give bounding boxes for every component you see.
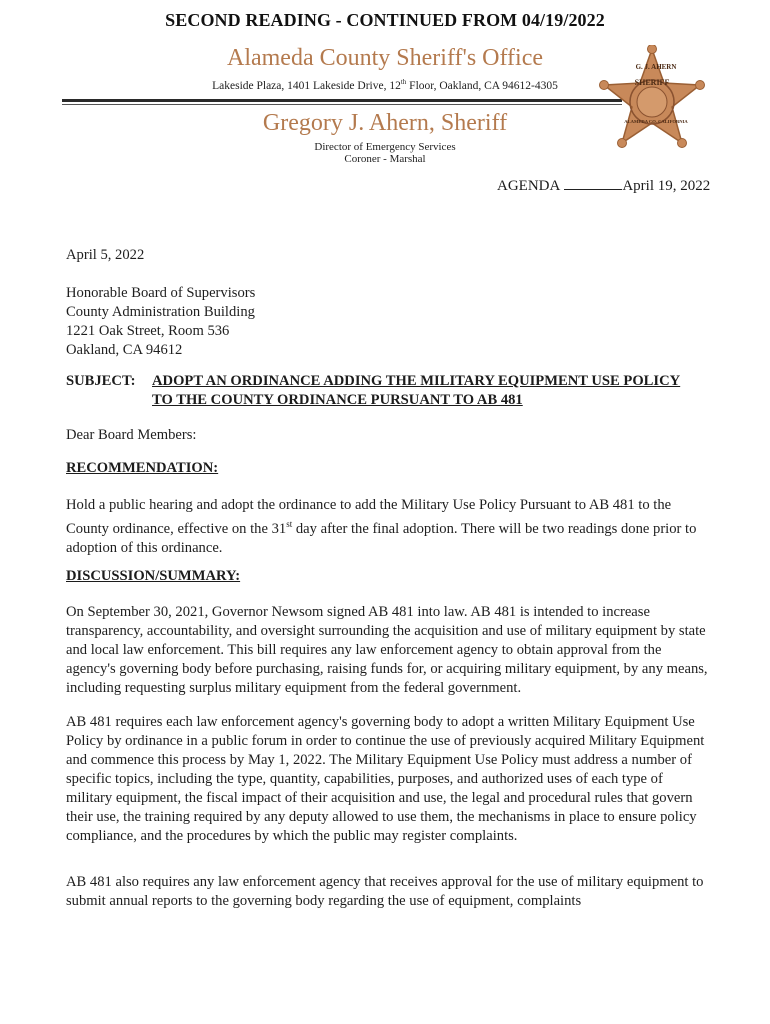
letterhead-rule [62, 99, 622, 102]
badge-text-bottom: ALAMEDA CO. CALIFORNIA [624, 119, 688, 124]
recipient-address [66, 284, 712, 360]
sheriff-name: Gregory J. Ahern, Sheriff [262, 110, 508, 136]
badge-star [600, 45, 705, 148]
agenda-line: AGENDA April 19, 2022 [497, 178, 711, 194]
office-name: Alameda County Sheriff's Office [226, 45, 544, 71]
continuation-banner: SECOND READING - CONTINUED FROM 04/19/2022 [165, 10, 605, 30]
letterhead-rule-thin [62, 104, 622, 105]
office-address: Lakeside Plaza, 1401 Lakeside Drive, 12th Floor, Oakland, CA 94612-4305 [212, 78, 558, 92]
recommendation-paragraph: Hold a public hearing and adopt the ordinance to add the Military Use Policy Pursuant to AB 481 to the County ordinance, effective on the 31st day after the final adoption. There will be two readings done prior to adoption of this ordinance. [66, 497, 697, 556]
salutation: Dear Board Members: [66, 427, 197, 443]
recipient-line: 1221 Oak Street, Room 536 [66, 323, 230, 339]
recipient-line: Honorable Board of Supervisors [66, 285, 256, 301]
recipient-line: County Administration Building [66, 304, 255, 320]
recommendation-heading: RECOMMENDATION: [66, 460, 219, 476]
sheriff-star-badge-icon [596, 45, 708, 157]
sheriff-title-2: Coroner - Marshal [344, 153, 426, 165]
recipient-line: Oakland, CA 94612 [66, 342, 183, 358]
subject-label: SUBJECT: [66, 373, 136, 389]
discussion-heading: DISCUSSION/SUMMARY: [66, 568, 241, 584]
letter-date: April 5, 2022 [66, 247, 145, 263]
badge-text-mid: SHERIFF [634, 78, 670, 87]
discussion-paragraph-1: On September 30, 2021, Governor Newsom signed AB 481 into law. AB 481 is intended to increase transparency, accountability, and oversight surrounding the acquisition and use of military equipment by state and local law enforcement. This bill requires any law enforcement agency to obtain approval from the agency's governing body before purchasing, raising funds for, or acquiring military equipment, by any means, including requesting surplus military equipment from the federal government. [66, 604, 708, 696]
badge-text-top: G. J. AHERN [635, 63, 677, 71]
discussion-paragraph-3: AB 481 also requires any law enforcement agency that receives approval for the use of military equipment to submit annual reports to the governing body regarding the use of equipment, complaints [66, 874, 704, 909]
sheriff-title-1: Director of Emergency Services [314, 141, 456, 153]
agenda-blank [564, 177, 622, 190]
subject-text: ADOPT AN ORDINANCE ADDING THE MILITARY EQUIPMENT USE POLICY TO THE COUNTY ORDINANCE PURSUANT TO AB 481 [152, 373, 681, 408]
discussion-paragraph-2: AB 481 requires each law enforcement agency's governing body to adopt a written Military Equipment Use Policy by ordinance in a public forum in order to continue the use of previously acquired Military Equipment and commence this process by May 1, 2022. The Military Equipment Use Policy must address a number of specific topics, including the type, quantity, capabilities, purposes, and authorized uses of each type of military equipment, the fiscal impact of their acquisition and use, the legal and procedural rules that govern their use, the training required by any deputy allowed to use them, the mechanisms in place to ensure policy compliance, and the procedures by which the public may register complaints. [66, 714, 705, 844]
